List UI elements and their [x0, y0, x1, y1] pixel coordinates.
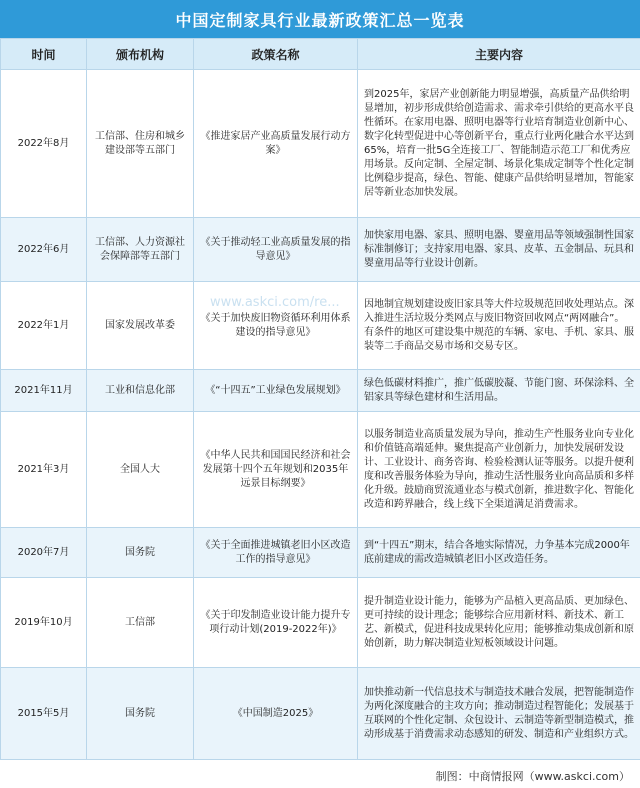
table-row — [1, 412, 640, 528]
row-content: 提升制造业设计能力，能够为产品植入更高品质、更加绿色、更可持续的设计理念；能够综合应用新材料、新技术、新工艺、新模式，促进科技成果转化应用；能够推动集成创新和原始创新，助力解决制造业短板领域设计问题。 — [358, 578, 640, 668]
policy-table — [0, 38, 640, 760]
row-date: 2022年1月 — [1, 282, 87, 370]
row-date: 2021年11月 — [1, 370, 87, 412]
row-content: 绿色低碳材料推广，推广低碳胶凝、节能门窗、环保涂料、全铝家具等绿色建材和生活用品。 — [358, 370, 640, 412]
row-policy: 《关于全面推进城镇老旧小区改造工作的指导意见》 — [194, 528, 358, 578]
table-row — [1, 282, 640, 370]
row-policy: 《推进家居产业高质量发展行动方案》 — [194, 70, 358, 218]
header-content: 主要内容 — [358, 39, 640, 70]
row-content: 以服务制造业高质量发展为导向，推动生产性服务业向专业化和价值链高端延伸。聚焦提高产业创新力，加快发展研发设计、工业设计、商务咨询、检验检测认证等服务。以提升便利度和改善服务体验为导向，推动生活性服务业向高品质和多样化升级。鼓励商贸流通业态与模式创新，推进数字化、智能化改造和跨界融合，线上线下全渠道满足消费需求。 — [358, 412, 640, 528]
row-content: 到2025年，家居产业创新能力明显增强，高质量产品供给明显增加，初步形成供给创造需求、需求牵引供给的更高水平良性循环。在家用电器、照明电器等行业培育制造业创新中心、数字化转型促进中心等创新平台，重点行业两化融合水平达到65%，培育一批5G全连接工厂、智能制造示范工厂和优秀应用场景。反向定制、全屋定制、场景化集成定制等个性化定制比例稳步提高，绿色、智能、健康产品供给明显增加，智能家居等新业态加快发展。 — [358, 70, 640, 218]
row-agency: 全国人大 — [87, 412, 194, 528]
row-agency: 工信部、住房和城乡建设部等五部门 — [87, 70, 194, 218]
row-policy: 《“十四五”工业绿色发展规划》 — [194, 370, 358, 412]
row-date: 2015年5月 — [1, 668, 87, 760]
page-title: 中国定制家具行业最新政策汇总一览表 — [0, 0, 640, 38]
table-row — [1, 668, 640, 760]
header-date: 时间 — [1, 39, 87, 70]
row-content: 加快推动新一代信息技术与制造技术融合发展，把智能制造作为两化深度融合的主攻方向；推动制造过程智能化；发展基于互联网的个性化定制、众包设计、云制造等新型制造模式，推动形成基于消费需求动态感知的研发、制造和产业组织方式。 — [358, 668, 640, 760]
row-agency: 工业和信息化部 — [87, 370, 194, 412]
header-agency: 颁布机构 — [87, 39, 194, 70]
row-content: 到“十四五”期末，结合各地实际情况，力争基本完成2000年底前建成的需改造城镇老旧小区改造任务。 — [358, 528, 640, 578]
row-date: 2019年10月 — [1, 578, 87, 668]
row-policy: 《中华人民共和国国民经济和社会发展第十四个五年规划和2035年远景目标纲要》 — [194, 412, 358, 528]
row-content: 因地制宜规划建设废旧家具等大件垃圾规范回收处理站点。深入推进生活垃圾分类网点与废旧物资回收网点“两网融合”。有条件的地区可建设集中规范的车辆、家电、手机、家具、服装等二手商品交易市场和交易专区。 — [358, 282, 640, 370]
table-row — [1, 528, 640, 578]
row-date: 2022年6月 — [1, 218, 87, 282]
row-content: 加快家用电器、家具、照明电器、婴童用品等领域强制性国家标准制修订；支持家用电器、家具、皮革、五金制品、玩具和婴童用品等行业设计创新。 — [358, 218, 640, 282]
header-policy: 政策名称 — [194, 39, 358, 70]
row-policy: 《关于推动轻工业高质量发展的指导意见》 — [194, 218, 358, 282]
watermark-text: www.askci.com/re... — [210, 295, 340, 310]
table-row — [1, 370, 640, 412]
row-agency: 国家发展改革委 — [87, 282, 194, 370]
row-policy: 《关于印发制造业设计能力提升专项行动计划(2019-2022年)》 — [194, 578, 358, 668]
row-date: 2022年8月 — [1, 70, 87, 218]
table-header-row — [1, 39, 640, 70]
table-row — [1, 70, 640, 218]
table-row — [1, 578, 640, 668]
row-agency: 国务院 — [87, 668, 194, 760]
row-date: 2021年3月 — [1, 412, 87, 528]
row-agency: 工信部 — [87, 578, 194, 668]
table-row — [1, 218, 640, 282]
source-footer: 制图：中商情报网（www.askci.com） — [435, 770, 630, 783]
row-agency: 工信部、人力资源社会保障部等五部门 — [87, 218, 194, 282]
row-policy: 《中国制造2025》 — [194, 668, 358, 760]
row-date: 2020年7月 — [1, 528, 87, 578]
row-policy: 《关于加快废旧物资循环利用体系建设的指导意见》 — [194, 282, 358, 370]
row-agency: 国务院 — [87, 528, 194, 578]
